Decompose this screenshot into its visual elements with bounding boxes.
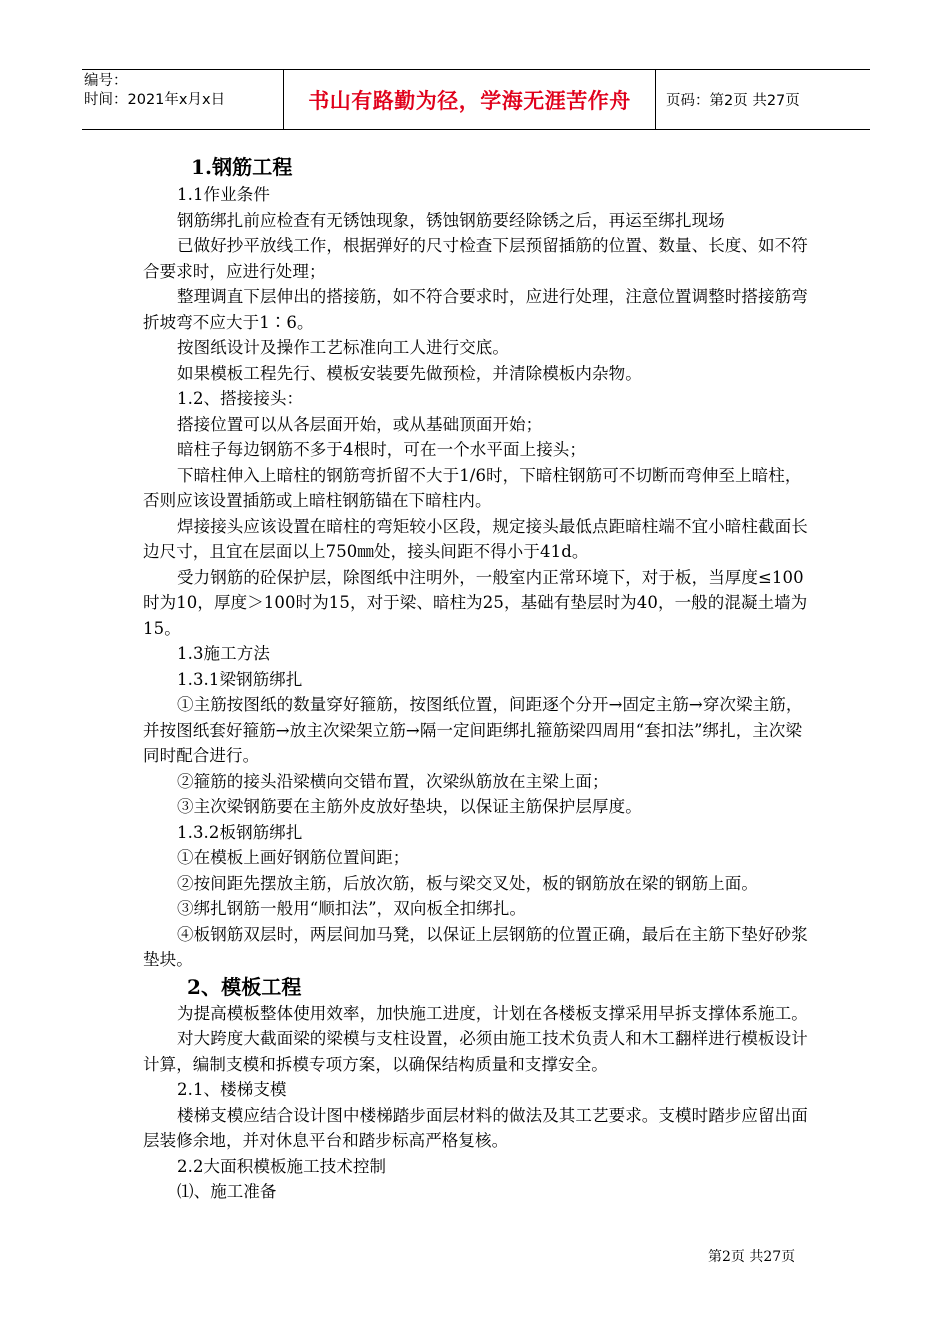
subsection-heading: 1.1作业条件 [177,185,270,204]
paragraph: ③绑扎钢筋一般用“顺扣法”，双向板全扣绑扎。 [177,899,527,918]
paragraph: 搭接位置可以从各层面开始，或从基础顶面开始； [177,414,543,434]
subsection-heading: 2.1、楼梯支模 [177,1080,287,1099]
header-meta [82,70,284,129]
section-title-formwork: 2、模板工程 [187,974,302,999]
paragraph: ①主筋按图纸的数量穿好箍筋，按图纸位置，间距逐个分开→固定主筋→穿次梁主筋，并按图纸套好箍筋→放主次梁架立筋→隔一定间距绑扎箍筋梁四周用“套扣法”绑扎，主次梁同时配合进行。 [143,695,803,765]
paragraph: ②按间距先摆放主筋，后放次筋，板与梁交叉处，板的钢筋放在梁的钢筋上面。 [177,873,758,893]
paragraph: 如果模板工程先行、模板安装要先做预检，并清除模板内杂物。 [177,363,642,383]
paragraph: 楼梯支模应结合设计图中楼梯踏步面层材料的做法及其工艺要求。支模时踏步应留出面层装修余地，并对休息平台和踏步标高严格复核。 [143,1105,808,1150]
paragraph: 对大跨度大截面梁的梁模与支柱设置，必须由施工技术负责人和木工翻样进行模板设计计算，编制支模和拆模专项方案，以确保结构质量和支撑安全。 [143,1029,808,1074]
paragraph: 焊接接头应该设置在暗柱的弯矩较小区段，规定接头最低点距暗柱端不宜小暗柱截面长边尺寸，且宜在层面以上750㎜处，接头间距不得小于41d。 [143,516,808,561]
document-number-label: 编号： [84,73,128,89]
paragraph: ④板钢筋双层时，两层间加马凳，以保证上层钢筋的位置正确，最后在主筋下垫好砂浆垫块。 [143,924,808,969]
paragraph: ②箍筋的接头沿梁横向交错布置，次梁纵筋放在主梁上面； [177,771,609,791]
paragraph: 暗柱子每边钢筋不多于4根时，可在一个水平面上接头； [177,440,586,459]
paragraph: ①在模板上画好钢筋位置间距； [177,848,410,867]
paragraph: 为提高模板整体使用效率，加快施工进度，计划在各楼板支撑采用早拆支撑体系施工。 [177,1003,808,1023]
paragraph: 已做好抄平放线工作，根据弹好的尺寸检查下层预留插筋的位置、数量、长度、如不符合要求时，应进行处理； [143,236,808,281]
subsection-heading: 1.3.2板钢筋绑扎 [177,822,303,842]
paragraph: ⑴、施工准备 [177,1182,277,1201]
page-header [82,69,870,130]
paragraph: 受力钢筋的砼保护层，除图纸中注明外，一般室内正常环境下，对于板，当厚度≤100时为10，厚度＞100时为15，对于梁、暗柱为25，基础有垫层时为40，一般的混凝土墙为15。 [143,567,808,638]
subsection-heading: 1.2、搭接接头： [177,389,304,408]
header-page-number: 页码：第2页 共27页 [666,93,800,109]
header-motto: 书山有路勤为径，学海无涯苦作舟 [284,70,656,129]
subsection-heading: 1.3.1梁钢筋绑扎 [177,669,303,689]
subsection-heading: 2.2大面积模板施工技术控制 [177,1156,387,1176]
paragraph: ③主次梁钢筋要在主筋外皮放好垫块，以保证主筋保护层厚度。 [177,797,642,816]
document-date: 时间：2021年x月x日 [84,92,226,108]
paragraph: 按图纸设计及操作工艺标准向工人进行交底。 [177,338,509,357]
subsection-heading: 1.3施工方法 [177,644,270,663]
paragraph: 钢筋绑扎前应检查有无锈蚀现象，锈蚀钢筋要经除锈之后，再运至绑扎现场 [177,210,725,230]
page-footer: 第2页 共27页 [708,1249,796,1265]
section-title-rebar: 1.钢筋工程 [191,155,293,179]
document-body [143,152,811,1205]
paragraph: 下暗柱伸入上暗柱的钢筋弯折留不大于1/6时，下暗柱钢筋可不切断而弯伸至上暗柱，否则应该设置插筋或上暗柱钢筋锚在下暗柱内。 [143,465,802,510]
paragraph: 整理调直下层伸出的搭接筋，如不符合要求时，应进行处理，注意位置调整时搭接筋弯折坡弯不应大于1∶6。 [143,287,808,332]
